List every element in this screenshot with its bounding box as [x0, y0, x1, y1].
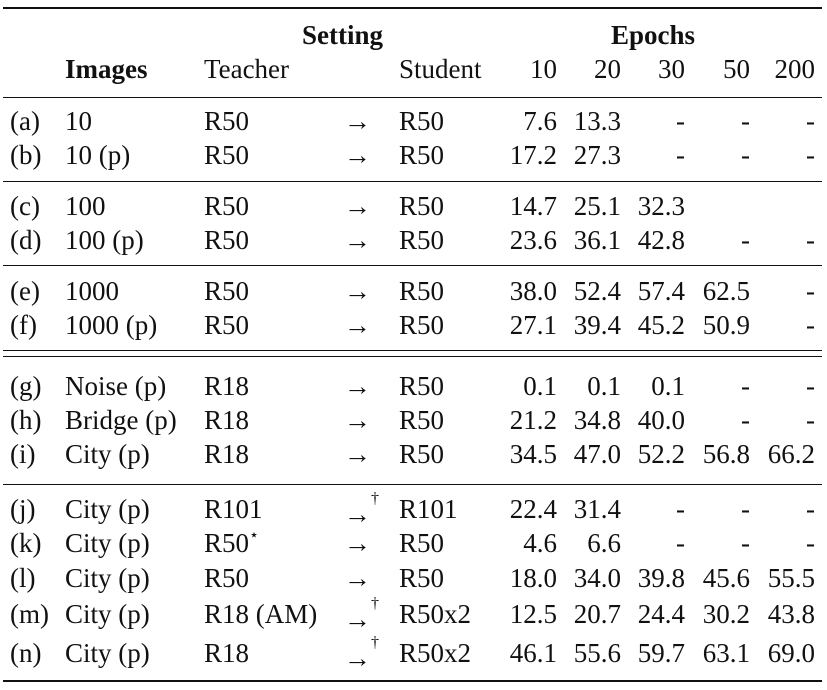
row-arrow: →	[344, 439, 371, 469]
header-epochs: Epochs	[611, 20, 696, 50]
row-value-epoch-50: -	[741, 225, 750, 255]
row-value-epoch-30: -	[676, 140, 685, 170]
row-value-epoch-10: 22.4	[509, 494, 557, 524]
group-rule-1	[3, 181, 822, 182]
row-student: R50	[399, 371, 445, 401]
row-value-epoch-200: -	[806, 528, 815, 558]
dagger-mark: †	[371, 490, 379, 507]
double-rule-b	[3, 356, 822, 357]
row-value-epoch-10: 0.1	[523, 371, 557, 401]
row-images: Bridge (p)	[65, 405, 177, 435]
row-value-epoch-30: 59.7	[637, 638, 685, 668]
row-value-epoch-200: 55.5	[767, 563, 815, 593]
row-teacher: R101	[204, 494, 263, 524]
row-id: (l)	[10, 563, 36, 593]
row-value-epoch-20: 20.7	[573, 599, 621, 629]
row-student: R50	[399, 563, 445, 593]
row-value-epoch-10: 18.0	[509, 563, 557, 593]
row-teacher: R50	[204, 563, 250, 593]
row-value-epoch-200: -	[806, 106, 815, 136]
row-student: R50	[399, 276, 445, 306]
row-value-epoch-30: 39.8	[637, 563, 685, 593]
row-value-epoch-30: 0.1	[651, 371, 685, 401]
row-value-epoch-20: 52.4	[573, 276, 621, 306]
row-value-epoch-20: 47.0	[573, 439, 621, 469]
row-arrow: →	[344, 225, 371, 255]
row-arrow: →	[344, 276, 371, 306]
row-value-epoch-50: -	[741, 106, 750, 136]
header-epoch-50: 50	[723, 54, 750, 84]
row-arrow: →	[344, 371, 371, 401]
row-images: 10 (p)	[65, 140, 131, 170]
row-value-epoch-10: 12.5	[509, 599, 557, 629]
row-id: (i)	[10, 439, 36, 469]
row-arrow: →	[344, 563, 371, 593]
row-student: R50x2	[399, 599, 472, 629]
row-images: City (p)	[65, 599, 150, 629]
bottom-rule	[3, 680, 822, 682]
row-teacher: R18	[204, 405, 250, 435]
row-value-epoch-50: -	[741, 405, 750, 435]
row-value-epoch-200: -	[806, 494, 815, 524]
row-arrow: →	[344, 310, 371, 340]
row-student: R50	[399, 528, 445, 558]
row-value-epoch-50: -	[741, 494, 750, 524]
row-value-epoch-10: 17.2	[509, 140, 557, 170]
row-value-epoch-10: 34.5	[509, 439, 557, 469]
row-arrow: →†	[344, 595, 379, 634]
row-images: City (p)	[65, 563, 150, 593]
row-images: 100	[65, 191, 106, 221]
row-value-epoch-200: -	[806, 276, 815, 306]
row-value-epoch-10: 46.1	[509, 638, 557, 668]
header-epoch-10: 10	[530, 54, 557, 84]
row-arrow: →†	[344, 490, 379, 529]
teacher-star-mark: ⋆	[249, 527, 260, 544]
row-student: R50	[399, 140, 445, 170]
row-value-epoch-20: 36.1	[573, 225, 621, 255]
row-teacher: R50⋆	[204, 527, 260, 558]
row-student: R50	[399, 405, 445, 435]
row-id: (a)	[10, 106, 40, 136]
row-value-epoch-30: 52.2	[637, 439, 685, 469]
row-images: City (p)	[65, 439, 150, 469]
row-value-epoch-30: 42.8	[637, 225, 685, 255]
row-value-epoch-50: 62.5	[702, 276, 750, 306]
row-value-epoch-20: 25.1	[573, 191, 621, 221]
row-arrow: →	[344, 106, 371, 136]
header-setting: Setting	[302, 20, 383, 50]
row-student: R50	[399, 191, 445, 221]
row-id: (g)	[10, 371, 42, 401]
row-images: 100 (p)	[65, 225, 144, 255]
row-images: Noise (p)	[65, 371, 167, 401]
row-value-epoch-50: 30.2	[702, 599, 750, 629]
row-value-epoch-50: -	[741, 528, 750, 558]
row-value-epoch-20: 31.4	[573, 494, 621, 524]
row-value-epoch-200: -	[806, 310, 815, 340]
row-teacher: R50	[204, 310, 250, 340]
row-value-epoch-30: -	[676, 106, 685, 136]
row-value-epoch-200: -	[806, 371, 815, 401]
row-value-epoch-20: 13.3	[573, 106, 621, 136]
row-value-epoch-200: -	[806, 140, 815, 170]
row-value-epoch-200: 43.8	[767, 599, 815, 629]
row-teacher: R50	[204, 191, 250, 221]
row-value-epoch-10: 4.6	[523, 528, 557, 558]
row-arrow: →†	[344, 634, 379, 673]
row-value-epoch-10: 14.7	[509, 191, 557, 221]
row-student: R50	[399, 310, 445, 340]
row-value-epoch-50: 50.9	[702, 310, 750, 340]
row-value-epoch-50: 63.1	[702, 638, 750, 668]
row-teacher: R50	[204, 276, 250, 306]
row-value-epoch-50: 45.6	[702, 563, 750, 593]
row-teacher: R18 (AM)	[204, 599, 318, 629]
row-student: R50	[399, 225, 445, 255]
row-value-epoch-200: -	[806, 225, 815, 255]
header-epoch-30: 30	[658, 54, 685, 84]
row-id: (c)	[10, 191, 40, 221]
row-value-epoch-30: 24.4	[637, 599, 685, 629]
row-arrow: →	[344, 140, 371, 170]
row-student: R50	[399, 439, 445, 469]
row-teacher: R18	[204, 638, 250, 668]
row-images: 1000 (p)	[65, 310, 158, 340]
row-id: (e)	[10, 276, 40, 306]
header-teacher: Teacher	[204, 54, 290, 84]
row-id: (d)	[10, 225, 42, 255]
row-value-epoch-20: 34.8	[573, 405, 621, 435]
row-value-epoch-20: 27.3	[573, 140, 621, 170]
top-rule	[3, 7, 822, 9]
row-value-epoch-20: 6.6	[587, 528, 621, 558]
row-id: (b)	[10, 140, 42, 170]
row-id: (n)	[10, 638, 42, 668]
row-value-epoch-20: 34.0	[573, 563, 621, 593]
row-id: (f)	[10, 310, 37, 340]
dagger-mark: †	[371, 634, 379, 651]
row-value-epoch-50: 56.8	[702, 439, 750, 469]
header-images: Images	[65, 54, 148, 84]
row-value-epoch-30: -	[676, 528, 685, 558]
row-teacher: R18	[204, 371, 250, 401]
row-teacher: R50	[204, 106, 250, 136]
header-epoch-20: 20	[594, 54, 621, 84]
row-teacher: R50	[204, 225, 250, 255]
row-value-epoch-200: 69.0	[767, 638, 815, 668]
double-rule-a	[3, 350, 822, 351]
row-value-epoch-30: 45.2	[637, 310, 685, 340]
row-teacher: R18	[204, 439, 250, 469]
row-images: 1000	[65, 276, 119, 306]
row-value-epoch-50: -	[741, 371, 750, 401]
row-value-epoch-20: 0.1	[587, 371, 621, 401]
row-id: (j)	[10, 494, 36, 524]
row-teacher: R50	[204, 140, 250, 170]
row-value-epoch-20: 55.6	[573, 638, 621, 668]
row-student: R50x2	[399, 638, 472, 668]
row-value-epoch-10: 7.6	[523, 106, 557, 136]
row-value-epoch-30: 57.4	[637, 276, 685, 306]
row-value-epoch-200: -	[806, 405, 815, 435]
row-student: R101	[399, 494, 458, 524]
row-student: R50	[399, 106, 445, 136]
row-images: City (p)	[65, 638, 150, 668]
row-images: City (p)	[65, 528, 150, 558]
row-value-epoch-10: 38.0	[509, 276, 557, 306]
header-epoch-200: 200	[774, 54, 815, 84]
row-value-epoch-20: 39.4	[573, 310, 621, 340]
row-value-epoch-30: 40.0	[637, 405, 685, 435]
row-id: (k)	[10, 528, 42, 558]
row-images: City (p)	[65, 494, 150, 524]
group-rule-2	[3, 265, 822, 266]
row-value-epoch-30: 32.3	[637, 191, 685, 221]
row-images: 10	[65, 106, 92, 136]
row-arrow: →	[344, 191, 371, 221]
header-rule	[3, 97, 822, 98]
row-arrow: →	[344, 405, 371, 435]
row-value-epoch-30: -	[676, 494, 685, 524]
row-arrow: →	[344, 528, 371, 558]
row-value-epoch-10: 23.6	[509, 225, 557, 255]
header-student: Student	[399, 54, 482, 84]
group-rule-3	[3, 484, 822, 485]
row-value-epoch-50: -	[741, 140, 750, 170]
row-value-epoch-200: 66.2	[767, 439, 815, 469]
row-value-epoch-10: 21.2	[509, 405, 557, 435]
row-id: (m)	[10, 599, 49, 629]
row-value-epoch-10: 27.1	[509, 310, 557, 340]
dagger-mark: †	[371, 595, 379, 612]
row-id: (h)	[10, 405, 42, 435]
